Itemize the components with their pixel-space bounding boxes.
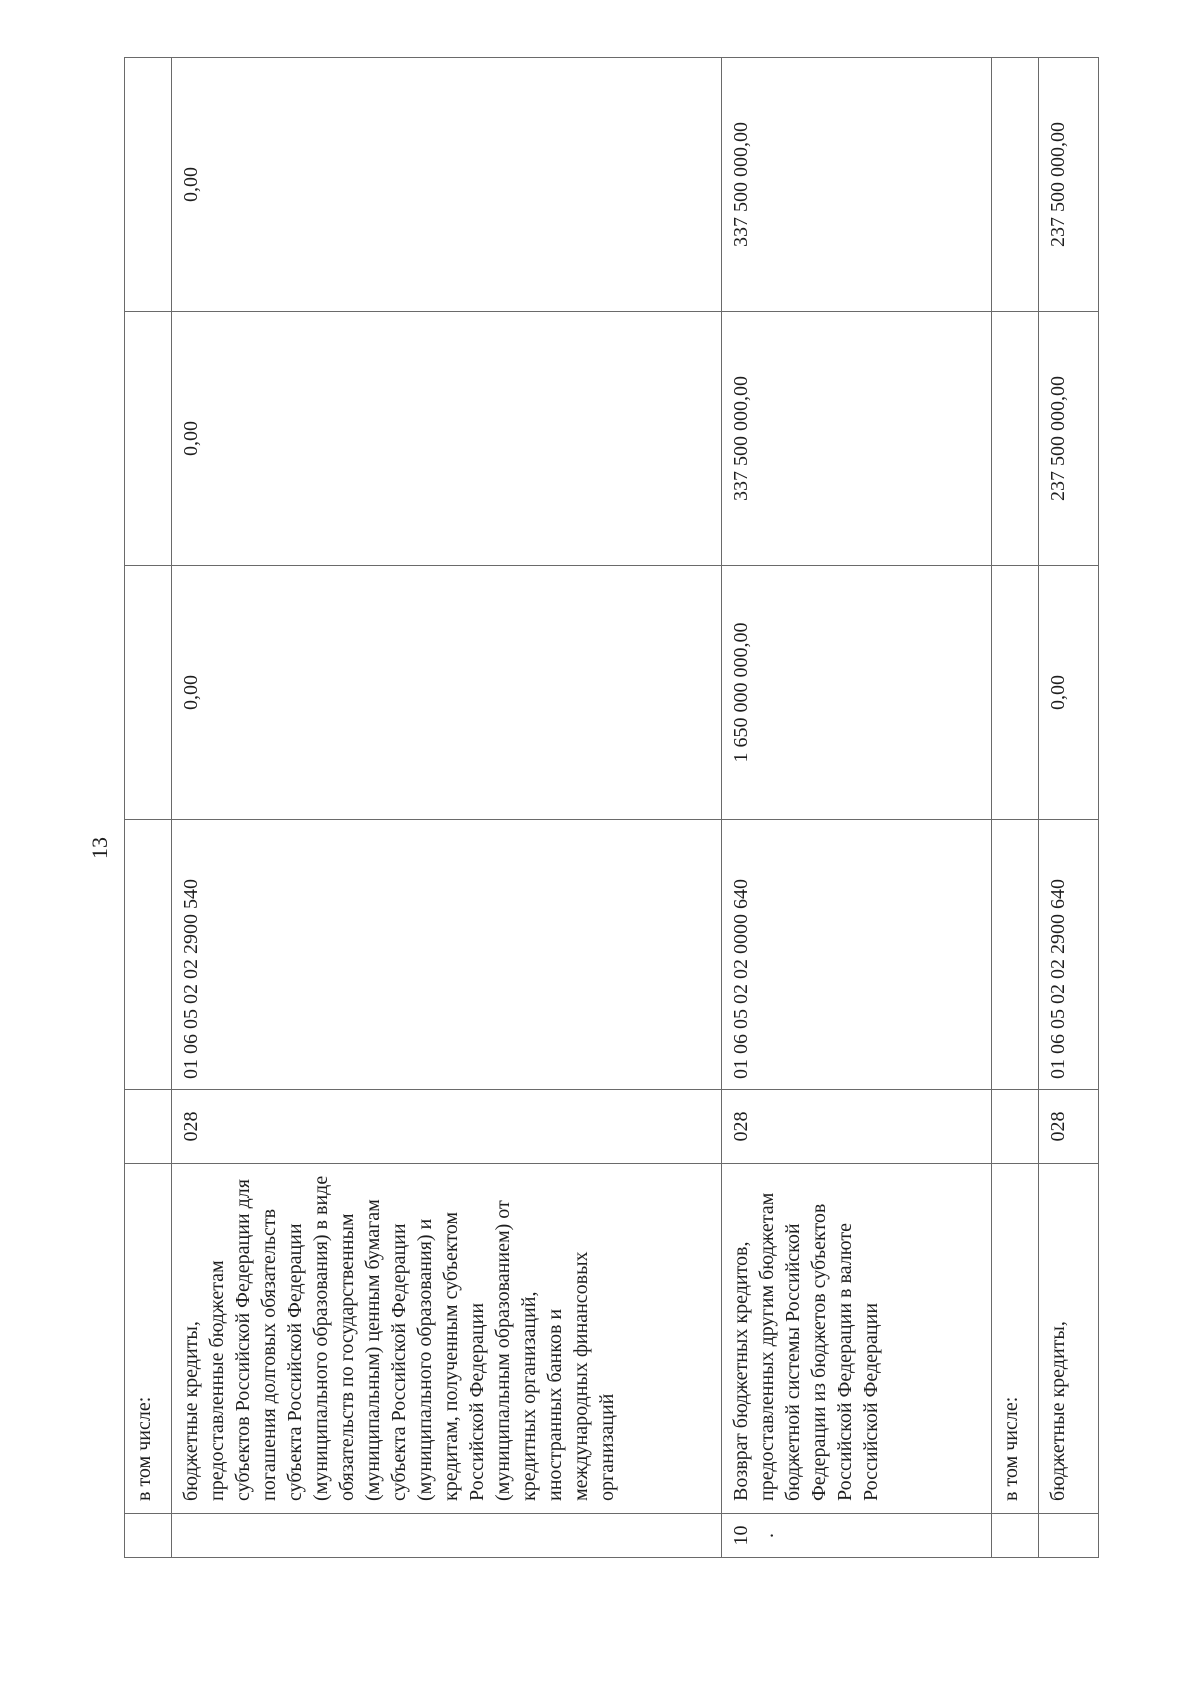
admin-code: 028	[722, 1090, 992, 1164]
admin-code: 028	[1039, 1090, 1099, 1164]
row-number	[172, 1514, 722, 1558]
amount-2: 0,00	[172, 312, 722, 566]
budget-code: 01 06 05 02 02 0000 640	[722, 820, 992, 1090]
amount-1: 0,00	[172, 566, 722, 820]
amount-1	[125, 566, 172, 820]
admin-code	[992, 1090, 1039, 1164]
table-row	[125, 58, 172, 1558]
amount-2	[125, 312, 172, 566]
amount-3	[125, 58, 172, 312]
budget-code: 01 06 05 02 02 2900 640	[1039, 820, 1099, 1090]
budget-code	[125, 820, 172, 1090]
amount-2: 337 500 000,00	[722, 312, 992, 566]
row-description: бюджетные кредиты,	[1039, 1164, 1099, 1514]
budget-code: 01 06 05 02 02 2900 540	[172, 820, 722, 1090]
amount-3: 337 500 000,00	[722, 58, 992, 312]
row-number	[1039, 1514, 1099, 1558]
row-number	[992, 1514, 1039, 1558]
amount-2	[992, 312, 1039, 566]
row-description: в том числе:	[125, 1164, 172, 1514]
admin-code: 028	[172, 1090, 722, 1164]
amount-3: 237 500 000,00	[1039, 58, 1099, 312]
budget-code	[992, 820, 1039, 1090]
amount-3	[992, 58, 1039, 312]
row-description: Возврат бюджетных кредитов, предоставленных другим бюджетам бюджетной системы Российской Федерации из бюджетов субъектов Российской Федерации в валюте Российской Федерации	[722, 1164, 992, 1514]
amount-1: 0,00	[1039, 566, 1099, 820]
row-number: 10.	[722, 1514, 992, 1558]
row-description: бюджетные кредиты, предоставленные бюджетам субъектов Российской Федерации для погашения долговых обязательств субъекта Российской Федерации (муниципального образования) в виде обязательств по государственным (муниципальным) ценным бумагам субъекта Российской Федерации (муниципального образования) и кредитам, полученным субъектом Российской Федерации (муниципальным образованием) от кредитных организаций, иностранных банков и международных финансовых организаций	[172, 1164, 722, 1514]
amount-1: 1 650 000 000,00	[722, 566, 992, 820]
table-row	[992, 58, 1039, 1558]
amount-3: 0,00	[172, 58, 722, 312]
table-row	[1039, 58, 1099, 1558]
admin-code	[125, 1090, 172, 1164]
rotated-table-wrapper	[124, 58, 1114, 1558]
page-number: 13	[87, 837, 112, 859]
budget-table	[124, 57, 1099, 1558]
amount-1	[992, 566, 1039, 820]
row-number	[125, 1514, 172, 1558]
row-description: в том числе:	[992, 1164, 1039, 1514]
amount-2: 237 500 000,00	[1039, 312, 1099, 566]
table-row	[722, 58, 992, 1558]
table-row	[172, 58, 722, 1558]
